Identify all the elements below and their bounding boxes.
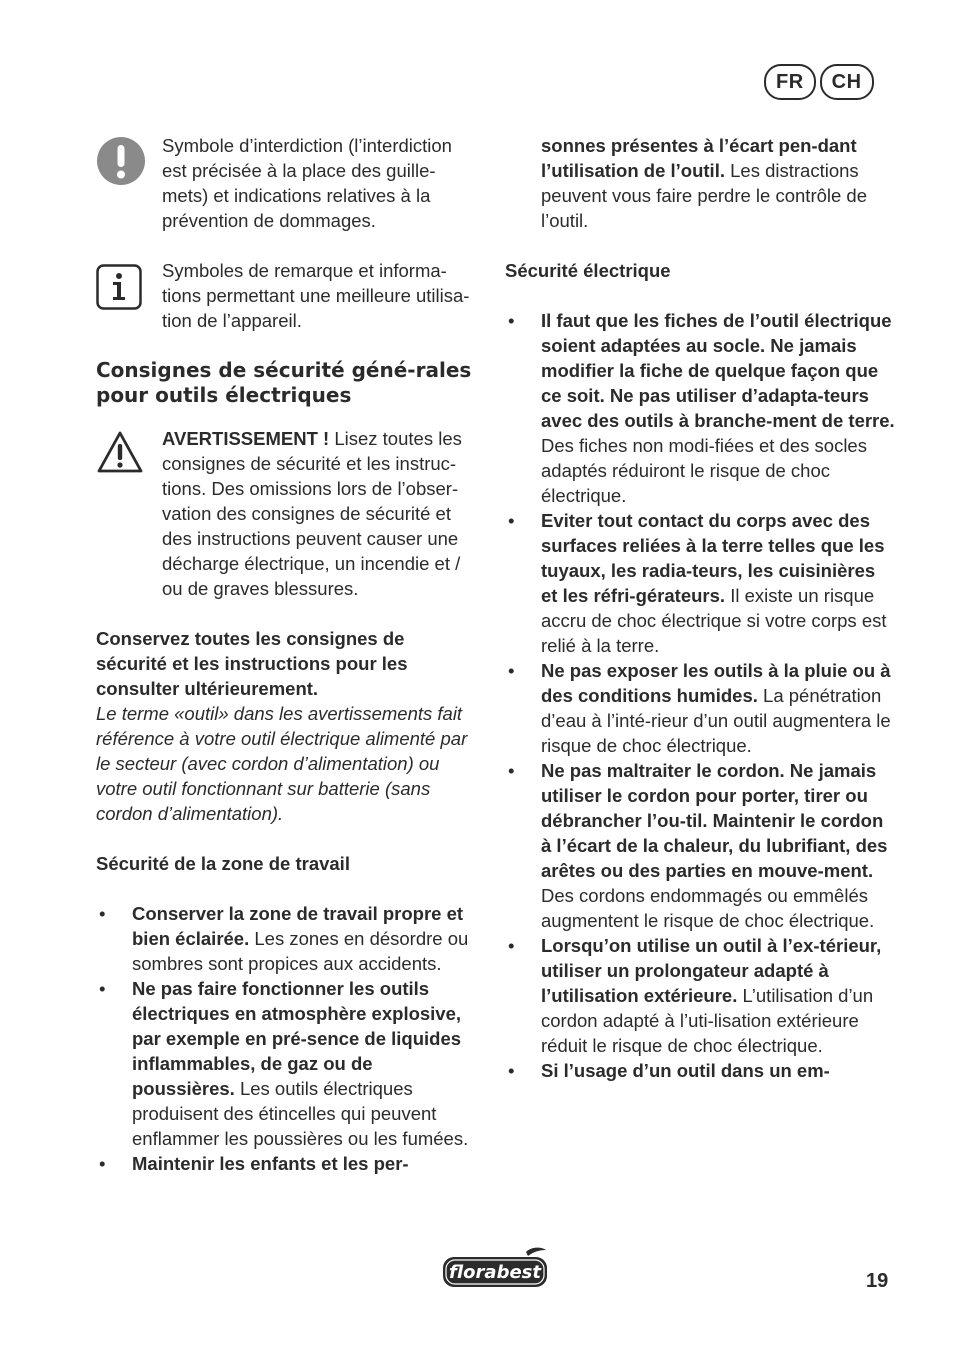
list-item-text: L’utilisation d’un cordon adapté à l’uti-lisation extérieure réduit le risque de choc électrique. [541, 985, 874, 1056]
list-item [505, 933, 895, 1058]
list-item [505, 308, 895, 508]
list-item-bold: Ne pas exposer les outils à la pluie ou à des conditions humides. [541, 660, 891, 706]
list-item [96, 1151, 480, 1176]
info-icon [96, 258, 162, 316]
list-item-text: Les zones en désordre ou sombres sont propices aux accidents. [132, 928, 469, 974]
warning-label: AVERTISSEMENT ! [162, 428, 330, 449]
keep-instructions-text: Conservez toutes les consignes de sécurité et les instructions pour les consulter ultérieurement. [96, 628, 408, 699]
list-item [505, 1058, 895, 1083]
list-item-bold: Lorsqu’on utilise un outil à l’ex-térieur, utiliser un prolongateur adapté à l’utilisation extérieure. [541, 935, 882, 1006]
list-item-text: Des cordons endommagés ou emmêlés augmentent le risque de choc électrique. [541, 885, 875, 931]
list-item-text: Des fiches non modi-fiées et des socles adaptés réduiront le risque de choc électrique. [541, 435, 867, 506]
list-item-bold: Ne pas faire fonctionner les outils électriques en atmosphère explosive, par exemple en pré-sence de liquides inflammables, de gaz ou de poussières. [132, 978, 462, 1099]
list-item [96, 901, 480, 976]
list-item-bold: Conserver la zone de travail propre et bien éclairée. [132, 903, 464, 949]
lang-ch-badge: CH [820, 64, 874, 100]
brand-name: florabest [449, 1262, 541, 1283]
list-item-bold: Si l’usage d’un outil dans un em- [541, 1060, 830, 1081]
continuation-bold: sonnes présentes à l’écart pen-dant l’utilisation de l’outil. [541, 135, 857, 181]
list-item [96, 976, 480, 1151]
electrical-safety-heading: Sécurité électrique [505, 260, 671, 281]
page-number: 19 [866, 1270, 889, 1292]
prohibition-icon [96, 133, 162, 192]
list-item-bold: Il faut que les fiches de l’outil électrique soient adaptées au socle. Ne jamais modifier la fiche de quelque façon que ce soit. Ne pas utiliser d’adapta-teurs avec des outils à branche-ment de terre. [541, 310, 895, 431]
list-item [505, 658, 895, 758]
list-item-bold: Maintenir les enfants et les per- [132, 1153, 409, 1174]
list-item [505, 758, 895, 933]
general-safety-heading: Consignes de sécurité géné-rales pour outils électriques [96, 358, 472, 407]
work-area-continuation [505, 133, 895, 233]
florabest-logo [440, 1246, 552, 1295]
right-column [505, 133, 895, 1083]
tool-definition-text: Le terme «outil» dans les avertissements fait référence à votre outil électrique alimenté par le secteur (avec cordon d’alimentation) ou votre outil fonctionnant sur batterie (sans cordon d’alimentation). [96, 703, 468, 824]
electrical-list [505, 308, 895, 1083]
language-badges [764, 64, 874, 100]
list-item-bold: Ne pas maltraiter le cordon. Ne jamais utiliser le cordon pour porter, tirer ou débrancher l’ou-til. Maintenir le cordon à l’écart de la chaleur, du lubrifiant, des arêtes ou des parties en mouve-ment. [541, 760, 888, 881]
list-item-text: Il existe un risque accru de choc électrique si votre corps est relié à la terre. [541, 585, 887, 656]
info-symbol-row [96, 258, 480, 333]
prohibition-symbol-row [96, 133, 480, 233]
warning-row [96, 426, 480, 601]
list-item-text: La pénétration d’eau à l’inté-rieur d’un outil augmentera le risque de choc électrique. [541, 685, 891, 756]
warning-text: Lisez toutes les consignes de sécurité et les instruc-tions. Des omissions lors de l’obser-vation des consignes de sécurité et des instructions peuvent causer une décharge électrique, un incendie et / ou de graves blessures. [162, 428, 462, 599]
info-text: Symboles de remarque et informa-tions permettant une meilleure utilisa-tion de l’appareil. [162, 260, 470, 331]
work-area-list [96, 901, 480, 1176]
list-item-text: Les outils électriques produisent des étincelles qui peuvent enflammer les poussières ou les fumées. [132, 1078, 469, 1149]
work-area-heading: Sécurité de la zone de travail [96, 853, 350, 874]
warning-triangle-icon [96, 426, 162, 480]
left-column [96, 133, 480, 1176]
list-item [505, 508, 895, 658]
list-item-bold: Eviter tout contact du corps avec des surfaces reliées à la terre telles que les tuyaux, les radia-teurs, les cuisinières et les réfri-gérateurs. [541, 510, 885, 606]
continuation-text: Les distractions peuvent vous faire perdre le contrôle de l’outil. [541, 160, 868, 231]
warning-paragraph [162, 426, 480, 601]
lang-fr-badge: FR [764, 64, 816, 100]
prohibition-text: Symbole d’interdiction (l’interdiction est précisée à la place des guille-mets) et indications relatives à la prévention de dommages. [162, 135, 452, 231]
